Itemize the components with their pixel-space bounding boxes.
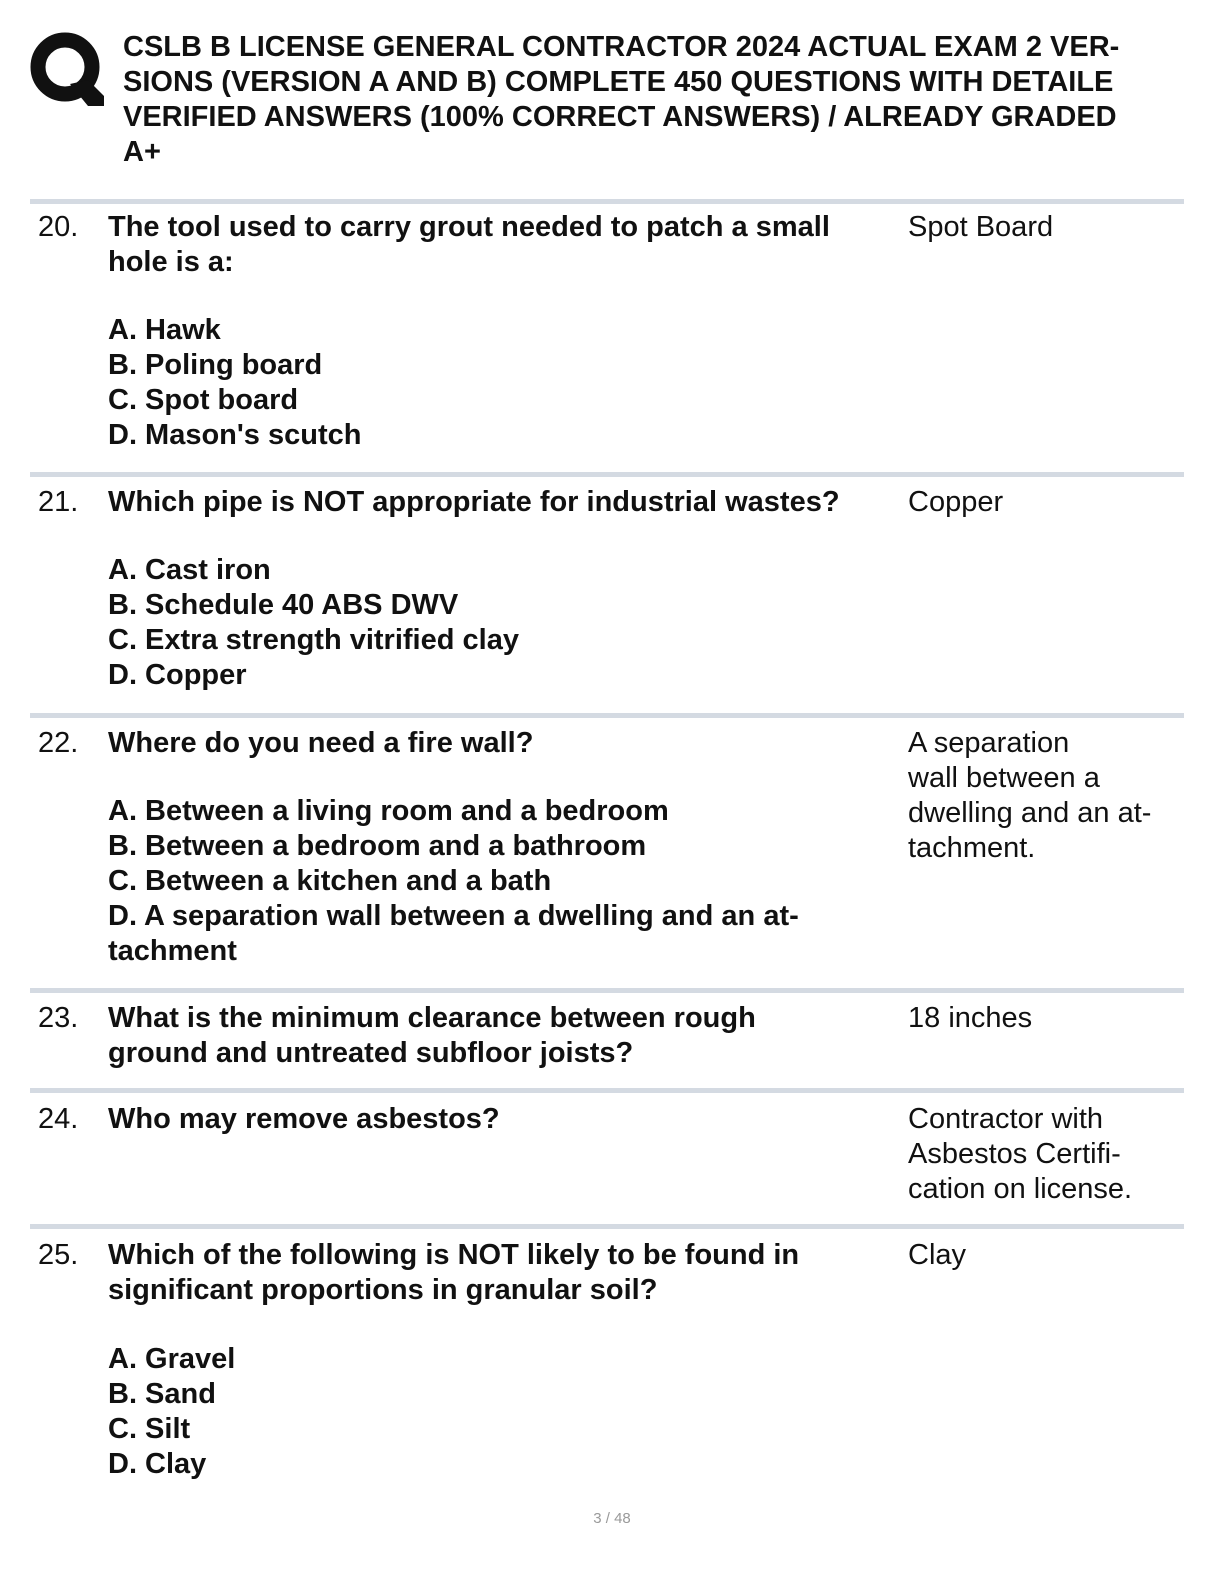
answer-text: Spot Board [908, 211, 1054, 243]
option-item: B. Between a bedroom and a bathroom [108, 830, 647, 862]
option-item: D. Clay [108, 1448, 207, 1480]
option-item: C. Extra strength vitrified clay [108, 624, 519, 656]
divider [30, 988, 1184, 993]
answer-text: Clay [908, 1239, 967, 1271]
question-text: Who may remove asbestos? [108, 1103, 500, 1135]
option-item: A. Gravel [108, 1343, 236, 1375]
answer-text: 18 inches [908, 1002, 1033, 1034]
option-list [108, 1342, 235, 1482]
option-item: A. Cast iron [108, 554, 271, 586]
page-header [30, 30, 1224, 180]
option-item: D. A separation wall between a dwelling and an at- tachment [108, 900, 799, 967]
document-title: CSLB B LICENSE GENERAL CONTRACTOR 2024 ACTUAL EXAM 2 VER- SIONS (VERSION A AND B) COMPLETE 450 QUESTIONS WITH DETAILE VERIFIED ANSWERS (100% CORRECT ANSWERS) / ALREADY GRADED A+ [123, 31, 1120, 168]
option-item: D. Copper [108, 659, 247, 691]
page-number: 3 / 48 [593, 1510, 631, 1527]
divider [30, 1224, 1184, 1229]
divider [30, 713, 1184, 718]
question-number: 23. [38, 1002, 79, 1034]
option-item: D. Mason's scutch [108, 419, 362, 451]
answer-text: Contractor with Asbestos Certifi- cation on license. [908, 1103, 1133, 1205]
option-item: C. Between a kitchen and a bath [108, 865, 552, 897]
option-item: B. Sand [108, 1378, 216, 1410]
question-text: Which of the following is NOT likely to be found in significant proportions in granular soil? [108, 1239, 800, 1306]
question-number: 24. [38, 1103, 79, 1135]
divider [30, 1088, 1184, 1093]
option-list [108, 553, 519, 693]
question-text: What is the minimum clearance between rough ground and untreated subfloor joists? [108, 1002, 756, 1069]
option-item: B. Poling board [108, 349, 323, 381]
option-list [108, 794, 799, 969]
option-item: A. Between a living room and a bedroom [108, 795, 669, 827]
question-number: 25. [38, 1239, 79, 1271]
option-item: C. Spot board [108, 384, 299, 416]
option-item: A. Hawk [108, 314, 221, 346]
answer-text: Copper [908, 486, 1004, 518]
question-number: 20. [38, 211, 79, 243]
question-number: 22. [38, 727, 79, 759]
question-text: The tool used to carry grout needed to patch a small hole is a: [108, 211, 830, 278]
divider [30, 472, 1184, 477]
q-logo-icon [30, 30, 104, 110]
divider [30, 199, 1184, 204]
option-item: C. Silt [108, 1413, 191, 1445]
question-text: Where do you need a fire wall? [108, 727, 534, 759]
option-list [108, 313, 361, 453]
question-number: 21. [38, 486, 79, 518]
answer-text: A separation wall between a dwelling and an at- tachment. [908, 727, 1152, 864]
question-text: Which pipe is NOT appropriate for industrial wastes? [108, 486, 840, 518]
option-item: B. Schedule 40 ABS DWV [108, 589, 459, 621]
